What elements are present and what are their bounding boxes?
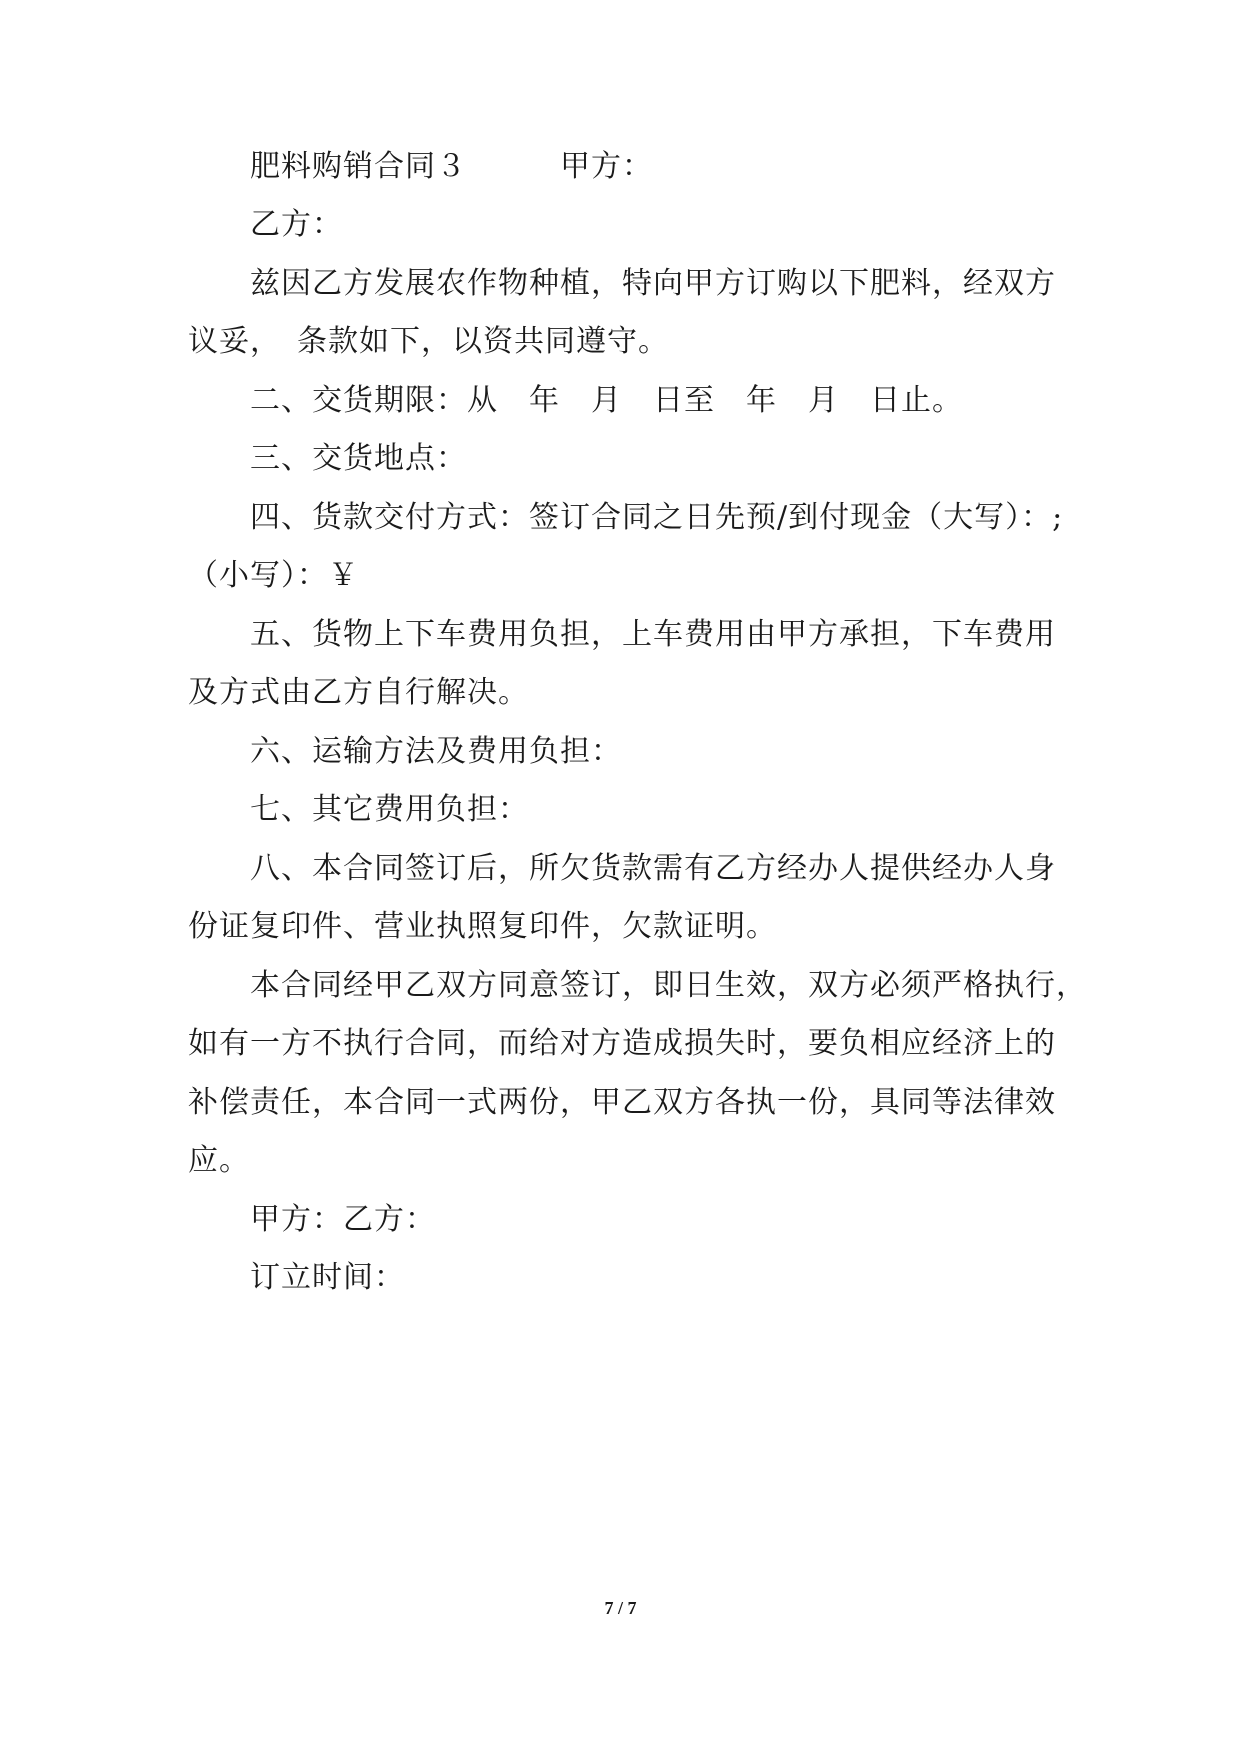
date-line: 订立时间： <box>250 1260 405 1295</box>
closing-line-4: 应。 <box>188 1143 250 1178</box>
clause-transport: 六、运输方法及费用负担： <box>250 734 622 769</box>
clause-payment-line-2: （小写）：￥ <box>188 558 359 593</box>
closing-line-1: 本合同经甲乙双方同意签订，即日生效，双方必须严格执行， <box>250 968 1087 1003</box>
intro-line-2: 议妥， 条款如下，以资共同遵守。 <box>188 324 669 359</box>
closing-line-3: 补偿责任，本合同一式两份，甲乙双方各执一份，具同等法律效 <box>188 1085 1056 1120</box>
clause-payment-line-1: 四、货款交付方式：签订合同之日先预/到付现金（大写）：; <box>250 500 1064 535</box>
signature-line: 甲方：乙方： <box>250 1202 436 1237</box>
closing-line-2: 如有一方不执行合同，而给对方造成损失时，要负相应经济上的 <box>188 1026 1056 1061</box>
clause-other-costs: 七、其它费用负担： <box>250 792 529 827</box>
clause-loading-line-2: 及方式由乙方自行解决。 <box>188 675 529 710</box>
party-b-line: 乙方： <box>250 207 343 242</box>
intro-line-1: 兹因乙方发展农作物种植，特向甲方订购以下肥料，经双方 <box>250 266 1056 301</box>
clause-debt-line-2: 份证复印件、营业执照复印件，欠款证明。 <box>188 909 777 944</box>
page-number: 7 / 7 <box>604 1598 637 1618</box>
clause-delivery-location: 三、交货地点： <box>250 441 467 476</box>
clause-debt-line-1: 八、本合同签订后，所欠货款需有乙方经办人提供经办人身 <box>250 851 1056 886</box>
contract-title-line: 肥料购销合同３ 甲方： <box>250 149 653 184</box>
clause-loading-line-1: 五、货物上下车费用负担，上车费用由甲方承担，下车费用 <box>250 617 1056 652</box>
clause-delivery-period: 二、交货期限：从 年 月 日至 年 月 日止。 <box>250 383 963 418</box>
